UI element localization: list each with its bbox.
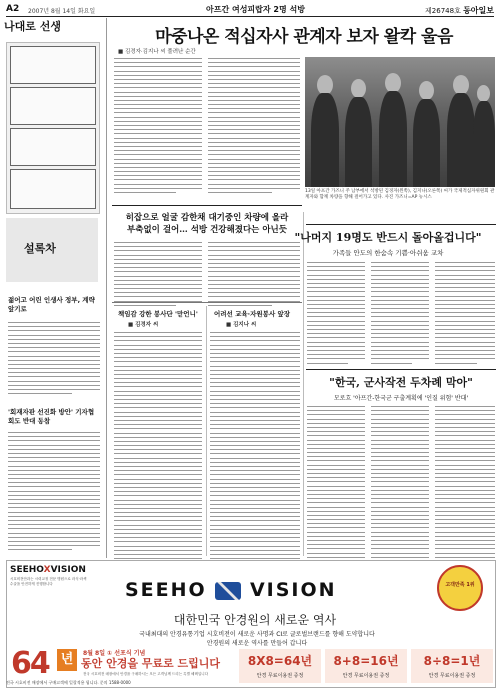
ad-footer: 전국 시호비전 매장에서 구매고객에 일괄적용 됩니다. 문의 1588-0000 — [6, 680, 131, 685]
section-kicker: 아프간 여성피랍자 2명 석방 — [206, 5, 305, 14]
right-text-2 — [371, 262, 429, 367]
advertisement[interactable] — [6, 560, 496, 688]
korea-subhead: 모로흐 '아프간-한국군 구출계획에 '인질 위험' 반대' — [333, 395, 469, 402]
promo-headline: 동안 안경을 무료로 드립니다 — [81, 657, 220, 670]
masthead — [425, 5, 494, 16]
right-text-6 — [435, 406, 495, 578]
ad-logo-small: SEEHOXVISION — [10, 565, 86, 575]
sub-headline-1: 히잡으로 얼굴 감한채 대기중인 차량에 올라 — [125, 213, 289, 223]
divider — [306, 369, 496, 370]
cartoon-title: 나대로 선생 — [4, 20, 61, 33]
divider — [112, 302, 302, 303]
profile-a-text — [114, 332, 202, 575]
deal-card: 8X8=64년 안경 무료이용권 증정 — [239, 649, 321, 683]
quote-subhead: 가족들 안도의 한숨속 기쁨·아쉬움 교차 — [332, 249, 444, 257]
deal-card: 8÷8=1년 안경 무료이용권 증정 — [411, 649, 493, 683]
divider — [112, 205, 302, 206]
body-col-1 — [114, 58, 202, 196]
promo-kicker: 8월 8일 ① 선포식 기념 — [83, 650, 146, 657]
ad-fine-print: 시호비전안과는 시력교정 전문 병원으로 라식·라섹 수술을 안전하게 진행합니다 — [10, 577, 87, 586]
photo-caption: 13일 아프간 가즈니 주 남부에서 석방된 김경자(왼쪽), 김지나(오른쪽) 씨가 국제적십자위원회 관계자와 함께 차량을 향해 걸어가고 있다. 사진 가즈니=AP 뉴시스 — [305, 189, 495, 200]
right-text-1 — [307, 262, 365, 367]
page-header — [6, 4, 494, 17]
issue-date: 2007년 8월 14일 화요일 — [28, 8, 96, 15]
promo-number: 64 — [11, 646, 49, 681]
ad-tagline: 대한민국 안경원의 새로운 역사 — [173, 613, 337, 627]
sidebar-headline-2: '회재자판 선진화 방안' 기자협회도 반대 동참 — [8, 408, 95, 425]
body-col-3 — [114, 242, 202, 309]
ad-line-1: 국내최대의 안경유통기업 시호비전이 새로운 사명과 CI로 글로벌브랜드를 향해 도약합니다 — [139, 631, 375, 638]
profile-a-title: 책임감 강한 봉사단 '맏언니' — [118, 310, 198, 318]
profile-b-text — [210, 332, 300, 575]
deal-card: 8+8=16년 안경 무료이용권 증정 — [325, 649, 407, 683]
profile-b-title: 어려선 교육·자원봉사 앞장 — [214, 310, 291, 318]
newspaper-name: 동아일보 — [463, 6, 494, 15]
sub-headline-2: 부축없이 걸어… 석방 건강해졌다는 아닌듯 — [127, 225, 287, 235]
profile-a-byline: ■ 김경자 씨 — [128, 322, 159, 328]
divider — [306, 224, 496, 225]
body-col-2 — [208, 58, 300, 196]
profile-b-byline: ■ 김지나 씨 — [226, 322, 257, 328]
promo-fine-print: 전국 시호비전 매장에서 안경을 구매하시는 모든 고객님께 드리는 특별 혜택입니다 — [83, 672, 208, 676]
award-badge-icon: 고객만족 1위 — [437, 565, 483, 611]
sidebar-text-2 — [8, 432, 100, 553]
cartoon-strip — [6, 42, 100, 214]
sidebar-headline-1: 젊어고 어린 인생사 정부, 계략 앞기로 — [8, 296, 95, 313]
main-byline: ■ 김경자·김지나 씨 풀려난 순간 — [118, 49, 196, 55]
korea-headline: "한국, 군사작전 두차례 막아" — [329, 376, 473, 389]
news-photo — [305, 57, 495, 187]
column-title: 설록차 — [24, 242, 56, 255]
right-text-4 — [307, 406, 365, 578]
ad-brand-logo: SEEHO VISION — [125, 579, 337, 601]
page-number: A2 — [6, 4, 20, 14]
ad-line-2: 안경원의 새로운 역사를 만들어 갑니다 — [206, 640, 308, 647]
main-headline: 마중나온 적십자사 관계자 보자 왈칵 울음 — [155, 27, 453, 47]
right-text-5 — [371, 406, 429, 578]
column-rule — [206, 306, 207, 556]
x-logo-icon — [215, 582, 241, 600]
sub-headline — [112, 212, 302, 236]
right-text-3 — [435, 262, 495, 367]
column-rule — [303, 212, 304, 556]
sidebar-text-1 — [8, 322, 100, 397]
issue-number: 제26748호 — [425, 7, 461, 15]
promo-year: 년 — [57, 649, 77, 671]
quote-headline: "나머지 19명도 반드시 돌아올겁니다" — [294, 231, 482, 244]
